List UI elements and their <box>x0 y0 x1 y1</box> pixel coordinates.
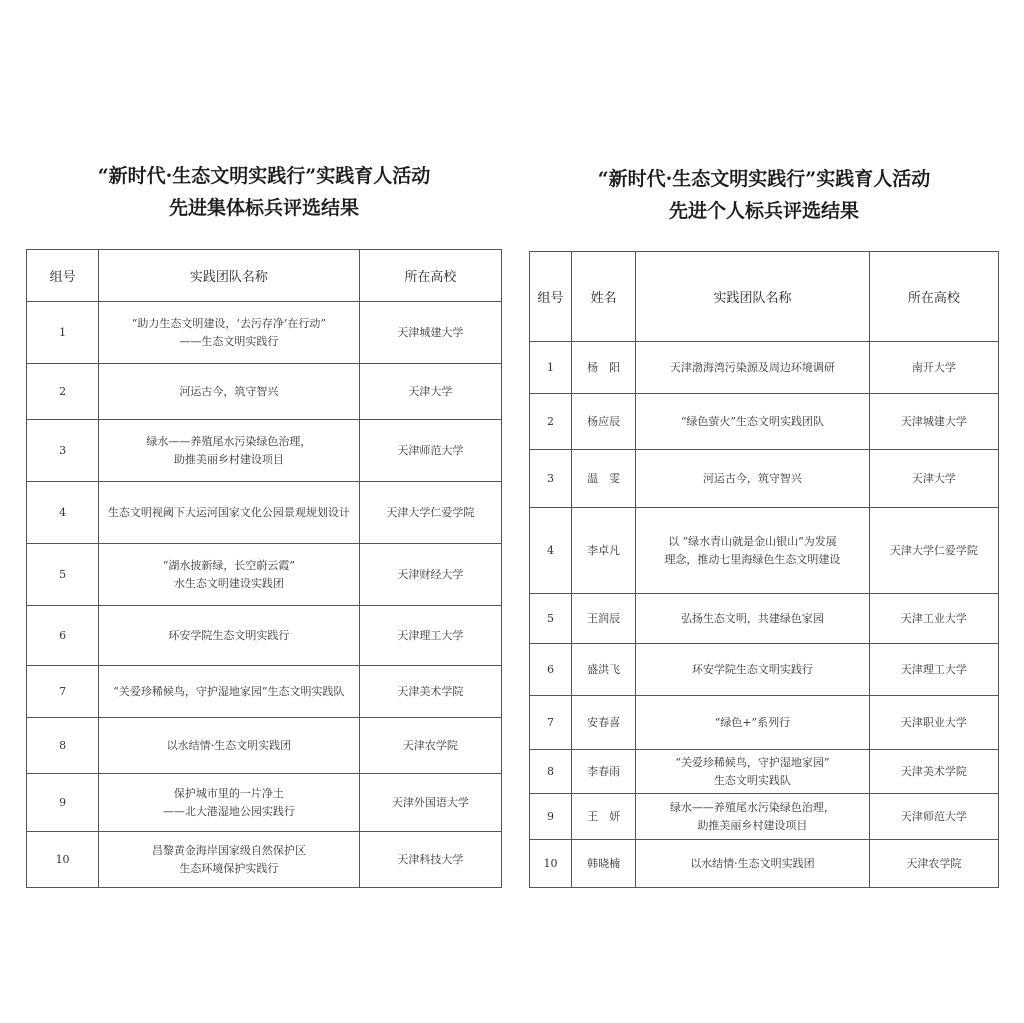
header-school: 所在高校 <box>359 250 501 302</box>
table-row <box>530 840 999 888</box>
school-cell: 天津外国语大学 <box>359 774 501 832</box>
school-cell: 天津师范大学 <box>869 794 998 840</box>
group-number-cell: 8 <box>27 718 99 774</box>
team-name-cell: 天津渤海湾污染源及周边环境调研 <box>636 342 869 394</box>
school-cell: 天津科技大学 <box>359 832 501 888</box>
right-title <box>529 163 999 227</box>
table-row <box>530 594 999 644</box>
school-cell: 天津农学院 <box>359 718 501 774</box>
collective-awards-table <box>26 249 502 888</box>
team-name-cell: 河运古今，筑守智兴 <box>636 450 869 508</box>
person-name-cell: 盛洪飞 <box>572 644 636 696</box>
header-team-name: 实践团队名称 <box>636 252 869 342</box>
table-row <box>530 450 999 508</box>
school-cell: 天津工业大学 <box>869 594 998 644</box>
group-number-cell: 10 <box>530 840 572 888</box>
group-number-cell: 6 <box>27 606 99 666</box>
team-name-cell: 环安学院生态文明实践行 <box>99 606 360 666</box>
person-name-cell: 安春喜 <box>572 696 636 750</box>
group-number-cell: 4 <box>530 508 572 594</box>
team-name-cell: 以水结情·生态文明实践团 <box>99 718 360 774</box>
right-title-line1: “新时代·生态文明实践行”实践育人活动 <box>597 168 931 190</box>
group-number-cell: 9 <box>530 794 572 840</box>
team-name-cell: “关爱珍稀候鸟，守护湿地家园”生态文明实践队 <box>99 666 360 718</box>
table-row <box>530 342 999 394</box>
team-name-cell: “湖水披新绿，长空蔚云霞” 水生态文明建设实践团 <box>99 544 360 606</box>
table-row <box>27 302 502 364</box>
team-name-cell: 以 “绿水青山就是金山银山”为发展 理念，推动七里海绿色生态文明建设 <box>636 508 869 594</box>
left-title-line1: “新时代·生态文明实践行”实践育人活动 <box>97 165 431 187</box>
table-header-row <box>27 250 502 302</box>
school-cell: 南开大学 <box>869 342 998 394</box>
right-title-line2: 先进个人标兵评选结果 <box>668 200 859 222</box>
group-number-cell: 2 <box>27 364 99 420</box>
group-number-cell: 1 <box>530 342 572 394</box>
person-name-cell: 李春雨 <box>572 750 636 794</box>
header-school: 所在高校 <box>869 252 998 342</box>
team-name-cell: 河运古今，筑守智兴 <box>99 364 360 420</box>
person-name-cell: 韩晓楠 <box>572 840 636 888</box>
header-group-no: 组号 <box>27 250 99 302</box>
school-cell: 天津城建大学 <box>359 302 501 364</box>
table-row <box>27 482 502 544</box>
table-row <box>27 364 502 420</box>
team-name-cell: “助力生态文明建设，‘去污存净’在行动” ——生态文明实践行 <box>99 302 360 364</box>
table-row <box>27 718 502 774</box>
table-row <box>27 606 502 666</box>
school-cell: 天津美术学院 <box>359 666 501 718</box>
header-person-name: 姓名 <box>572 252 636 342</box>
table-header-row <box>530 252 999 342</box>
person-name-cell: 温 雯 <box>572 450 636 508</box>
team-name-cell: “绿色+”系列行 <box>636 696 869 750</box>
school-cell: 天津大学 <box>359 364 501 420</box>
team-name-cell: “关爱珍稀候鸟，守护湿地家园” 生态文明实践队 <box>636 750 869 794</box>
left-title-line2: 先进集体标兵评选结果 <box>168 197 359 219</box>
group-number-cell: 6 <box>530 644 572 696</box>
table-row <box>27 420 502 482</box>
table-row <box>530 644 999 696</box>
school-cell: 天津大学仁爱学院 <box>359 482 501 544</box>
school-cell: 天津美术学院 <box>869 750 998 794</box>
individual-awards-table <box>529 251 999 888</box>
group-number-cell: 10 <box>27 832 99 888</box>
team-name-cell: 昌黎黄金海岸国家级自然保护区 生态环境保护实践行 <box>99 832 360 888</box>
group-number-cell: 8 <box>530 750 572 794</box>
left-title <box>26 160 502 224</box>
group-number-cell: 3 <box>530 450 572 508</box>
table-row <box>530 794 999 840</box>
group-number-cell: 2 <box>530 394 572 450</box>
team-name-cell: 生态文明视阈下大运河国家文化公园景观规划设计 <box>99 482 360 544</box>
school-cell: 天津财经大学 <box>359 544 501 606</box>
team-name-cell: “绿色萤火”生态文明实践团队 <box>636 394 869 450</box>
person-name-cell: 王 妍 <box>572 794 636 840</box>
group-number-cell: 5 <box>530 594 572 644</box>
table-row <box>27 832 502 888</box>
team-name-cell: 以水结情·生态文明实践团 <box>636 840 869 888</box>
school-cell: 天津理工大学 <box>869 644 998 696</box>
table-row <box>27 774 502 832</box>
team-name-cell: 保护城市里的一片净土 ——北大港湿地公园实践行 <box>99 774 360 832</box>
person-name-cell: 杨应辰 <box>572 394 636 450</box>
header-team-name: 实践团队名称 <box>99 250 360 302</box>
person-name-cell: 王润辰 <box>572 594 636 644</box>
team-name-cell: 环安学院生态文明实践行 <box>636 644 869 696</box>
group-number-cell: 9 <box>27 774 99 832</box>
school-cell: 天津职业大学 <box>869 696 998 750</box>
group-number-cell: 3 <box>27 420 99 482</box>
group-number-cell: 7 <box>27 666 99 718</box>
table-row <box>530 394 999 450</box>
school-cell: 天津农学院 <box>869 840 998 888</box>
table-row <box>27 544 502 606</box>
table-row <box>530 750 999 794</box>
school-cell: 天津城建大学 <box>869 394 998 450</box>
team-name-cell: 绿水——养殖尾水污染绿色治理， 助推美丽乡村建设项目 <box>636 794 869 840</box>
person-name-cell: 杨 阳 <box>572 342 636 394</box>
table-row <box>530 508 999 594</box>
group-number-cell: 4 <box>27 482 99 544</box>
school-cell: 天津师范大学 <box>359 420 501 482</box>
school-cell: 天津理工大学 <box>359 606 501 666</box>
group-number-cell: 1 <box>27 302 99 364</box>
table-row <box>27 666 502 718</box>
group-number-cell: 7 <box>530 696 572 750</box>
school-cell: 天津大学 <box>869 450 998 508</box>
team-name-cell: 弘扬生态文明，共建绿色家园 <box>636 594 869 644</box>
header-group-no: 组号 <box>530 252 572 342</box>
person-name-cell: 李卓凡 <box>572 508 636 594</box>
school-cell: 天津大学仁爱学院 <box>869 508 998 594</box>
team-name-cell: 绿水——养殖尾水污染绿色治理， 助推美丽乡村建设项目 <box>99 420 360 482</box>
group-number-cell: 5 <box>27 544 99 606</box>
table-row <box>530 696 999 750</box>
